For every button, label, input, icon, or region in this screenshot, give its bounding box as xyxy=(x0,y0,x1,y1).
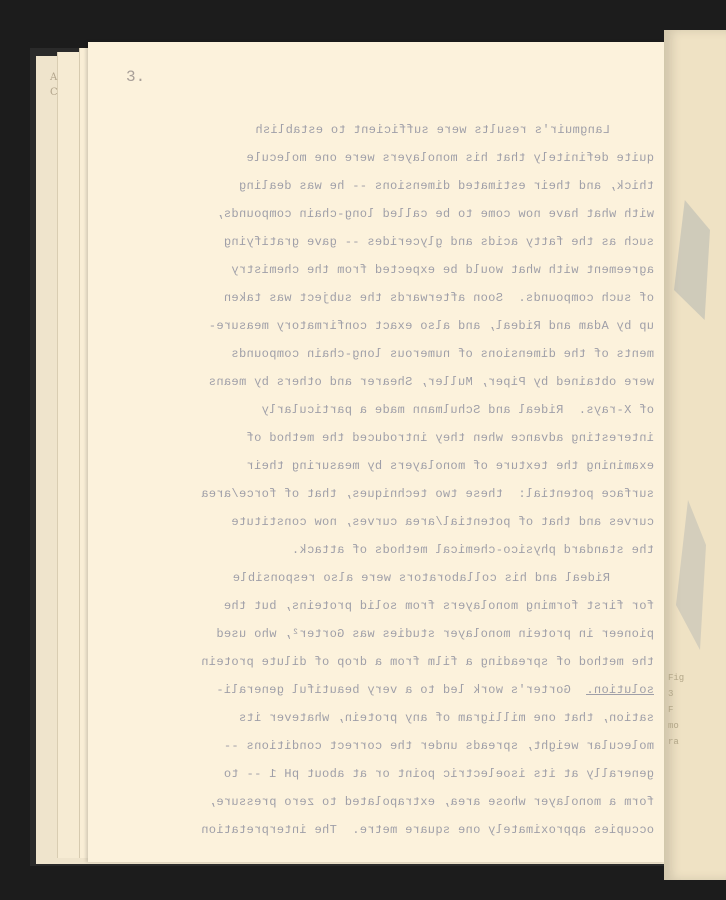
text-line: solution. Gorter's work led to a very beautiful generali- xyxy=(216,683,654,697)
text-line: the method of spreading a film from a drop of dilute protein xyxy=(200,655,654,669)
text-line: the standard physico-chemical methods of attack. xyxy=(291,543,654,557)
document-page xyxy=(88,42,664,862)
text-line: interesting advance when they introduced the method of xyxy=(246,431,654,445)
text-line: curves and that of potential/area curves, now constitute xyxy=(231,515,654,529)
text-line: sation, that one milligram of any protein, whatever its xyxy=(238,711,654,725)
text-line: of X-rays. Rideal and Schulmann made a particularly xyxy=(261,403,654,417)
text-line: Langmuir's results were sufficient to establish xyxy=(255,123,610,137)
text-line: quite definitely that his monolayers were one molecule xyxy=(246,151,654,165)
underlined-word: solution. xyxy=(586,683,654,697)
edge-letters xyxy=(50,70,58,100)
text-line: Rideal and his collaborators were also responsible xyxy=(232,571,610,585)
facing-figure-shape xyxy=(674,200,710,320)
mirrored-body-text xyxy=(106,116,654,844)
facing-text-line: Fig xyxy=(668,673,685,683)
text-line: pioneer in protein monolayer studies was Gorter², who used xyxy=(216,627,654,641)
facing-text-line: F xyxy=(668,705,674,715)
edge-letter: A xyxy=(50,72,58,83)
text-line: thick, and their estimated dimensions -- he was dealing xyxy=(238,179,654,193)
text-line: ments of the dimensions of numerous long-chain compounds xyxy=(231,347,654,361)
text-line: examining the texture of monolayers by measuring their xyxy=(246,459,654,473)
text-line: of such compounds. Soon afterwards the subject was taken xyxy=(223,291,654,305)
text-line: surface potential: these two techniques, that of force/area xyxy=(200,487,654,501)
facing-text-line: 3 xyxy=(668,689,674,699)
text-line: agreement with what would be expected from the chemistry xyxy=(231,263,654,277)
text-line: up by Adam and Rideal, and also exact confirmatory measure- xyxy=(208,319,654,333)
facing-figure-shape xyxy=(676,500,706,650)
facing-text-line: ra xyxy=(668,737,679,747)
facing-text-line: mo xyxy=(668,721,679,731)
facing-page xyxy=(664,30,726,880)
text-line: occupies approximately one square metre. The interpretation xyxy=(200,823,654,837)
edge-letter: C xyxy=(50,87,58,98)
text-line: were obtained by Piper, Muller, Shearer and others by means xyxy=(208,375,654,389)
text-line: molecular weight, spreads under the correct conditions -- xyxy=(223,739,654,753)
text-line: form a monolayer whose area, extrapolated to zero pressure, xyxy=(208,795,654,809)
facing-page-text xyxy=(668,670,724,750)
text-line: such as the fatty acids and glycerides -- gave gratifying xyxy=(223,235,654,249)
page-number: 3. xyxy=(126,68,146,86)
text-line: for first forming monolayers from solid proteins, but the xyxy=(223,599,654,613)
text-line: with what have now come to be called long-chain compounds, xyxy=(216,207,654,221)
text-line: generally at its isoelectric point or at about pH 1 -- to xyxy=(223,767,654,781)
